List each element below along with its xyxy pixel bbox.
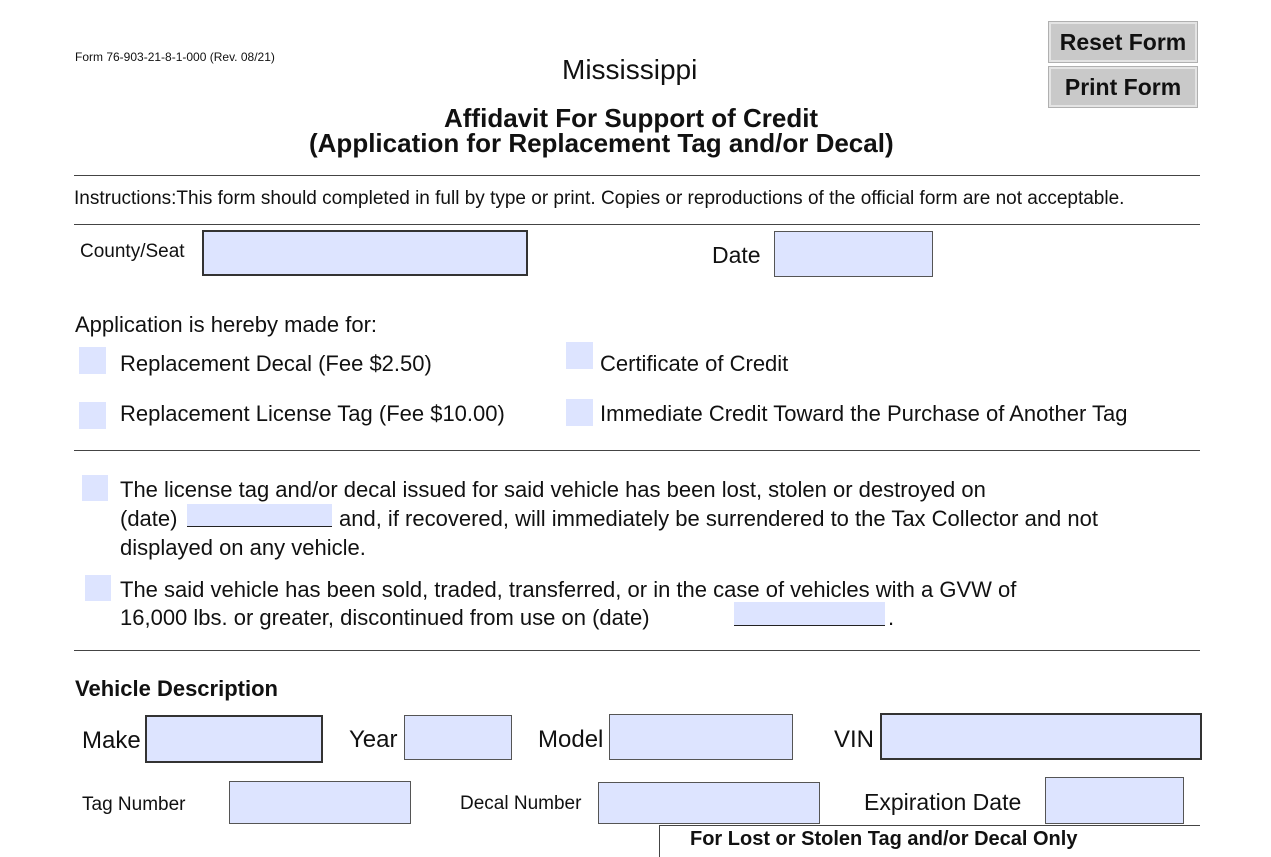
year-input[interactable] (404, 715, 512, 760)
page-subtitle: (Application for Replacement Tag and/or Decal) (309, 128, 894, 158)
section-border-left (659, 825, 660, 857)
replacement-tag-label: Replacement License Tag (Fee $10.00) (120, 401, 505, 426)
make-label: Make (82, 727, 141, 754)
county-seat-input[interactable] (202, 230, 528, 276)
divider (74, 650, 1200, 651)
divider (74, 175, 1200, 176)
lost-statement-line2: and, if recovered, will immediately be surrendered to the Tax Collector and not (339, 506, 1098, 531)
divider (74, 224, 1200, 225)
lost-statement-line3: displayed on any vehicle. (120, 535, 366, 560)
print-form-button[interactable]: Print Form (1049, 67, 1197, 107)
sold-transferred-checkbox[interactable] (85, 575, 111, 601)
certificate-of-credit-checkbox[interactable] (566, 342, 593, 369)
immediate-credit-checkbox[interactable] (566, 399, 593, 426)
immediate-credit-label: Immediate Credit Toward the Purchase of Another Tag (600, 401, 1128, 426)
vehicle-description-heading: Vehicle Description (75, 676, 278, 701)
model-label: Model (538, 726, 604, 753)
lost-date-input[interactable] (187, 504, 332, 527)
application-heading: Application is hereby made for: (75, 312, 378, 337)
lost-statement-date-prefix: (date) (120, 506, 178, 531)
replacement-tag-checkbox[interactable] (79, 402, 106, 429)
lost-statement-line1: The license tag and/or decal issued for said vehicle has been lost, stolen or destroyed on (120, 477, 986, 502)
date-label: Date (712, 242, 761, 268)
sold-statement-period: . (888, 605, 895, 630)
state-name: Mississippi (562, 54, 698, 85)
vin-input[interactable] (880, 713, 1202, 760)
divider (74, 450, 1200, 451)
sold-date-input[interactable] (734, 602, 885, 626)
replacement-decal-label: Replacement Decal (Fee $2.50) (120, 351, 432, 376)
certificate-of-credit-label: Certificate of Credit (600, 351, 789, 376)
tag-number-input[interactable] (229, 781, 411, 824)
expiration-date-label: Expiration Date (864, 789, 1022, 815)
year-label: Year (349, 726, 398, 753)
county-seat-label: County/Seat (80, 241, 185, 262)
decal-number-label: Decal Number (460, 793, 582, 814)
section-border-top (660, 825, 1200, 826)
page-title: Affidavit For Support of Credit (444, 103, 819, 133)
model-input[interactable] (609, 714, 793, 760)
lost-stolen-checkbox[interactable] (82, 475, 108, 501)
make-input[interactable] (145, 715, 323, 763)
lost-stolen-section-heading: For Lost or Stolen Tag and/or Decal Only (690, 828, 1078, 850)
instructions-text: Instructions:This form should completed in full by type or print. Copies or reproductions of the official form are not acceptable. (74, 188, 1125, 209)
vin-label: VIN (834, 726, 875, 753)
tag-number-label: Tag Number (82, 794, 186, 815)
sold-statement-line1: The said vehicle has been sold, traded, transferred, or in the case of vehicles with a GVW of (120, 577, 1017, 602)
replacement-decal-checkbox[interactable] (79, 347, 106, 374)
form-number: Form 76-903-21-8-1-000 (Rev. 08/21) (75, 50, 275, 64)
expiration-date-input[interactable] (1045, 777, 1184, 824)
sold-statement-line2: 16,000 lbs. or greater, discontinued from use on (date) (120, 605, 650, 630)
decal-number-input[interactable] (598, 782, 820, 824)
date-input[interactable] (774, 231, 933, 277)
reset-form-button[interactable]: Reset Form (1049, 22, 1197, 62)
